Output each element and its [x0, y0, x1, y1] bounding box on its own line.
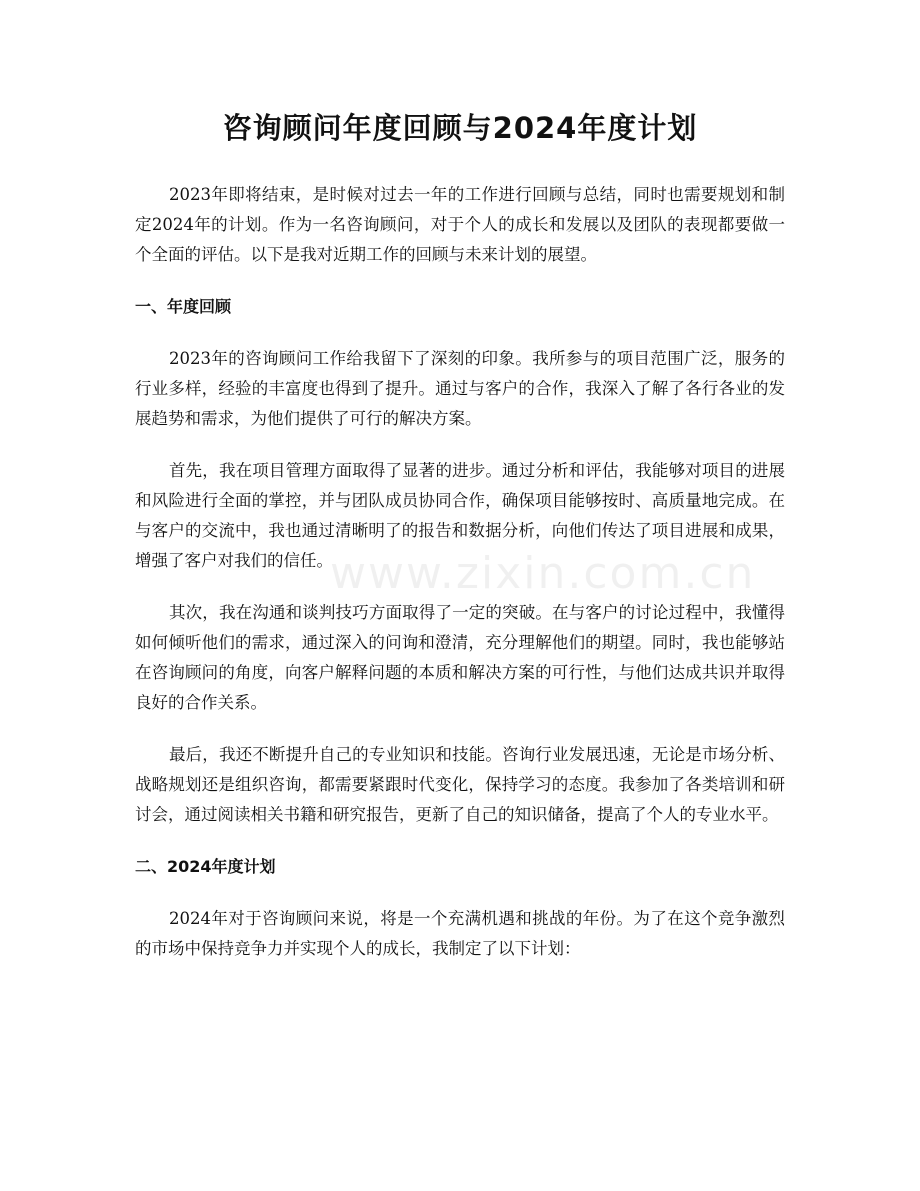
review-paragraph-2: 首先，我在项目管理方面取得了显著的进步。通过分析和评估，我能够对项目的进展和风险进行全面的掌控，并与团队成员协同合作，确保项目能够按时、高质量地完成。在与客户的交流中，我也通过清晰明了的报告和数据分析，向他们传达了项目进展和成果，增强了客户对我们的信任。: [135, 461, 785, 570]
plan-paragraph-1: 2024年对于咨询顾问来说，将是一个充满机遇和挑战的年份。为了在这个竞争激烈的市场中保持竞争力并实现个人的成长，我制定了以下计划：: [135, 909, 785, 958]
review-paragraph-1: 2023年的咨询顾问工作给我留下了深刻的印象。我所参与的项目范围广泛，服务的行业多样，经验的丰富度也得到了提升。通过与客户的合作，我深入了解了各行各业的发展趋势和需求，为他们提供了可行的解决方案。: [135, 349, 785, 428]
review-paragraph-3: 其次，我在沟通和谈判技巧方面取得了一定的突破。在与客户的讨论过程中，我懂得如何倾听他们的需求，通过深入的问询和澄清，充分理解他们的期望。同时，我也能够站在咨询顾问的角度，向客户解释问题的本质和解决方案的可行性，与他们达成共识并取得良好的合作关系。: [135, 603, 785, 712]
watermark: www.zixin.com.cn: [330, 548, 756, 599]
section-heading-plan: 二、2024年度计划: [135, 857, 276, 876]
document-title: 咨询顾问年度回顾与2024年度计划: [222, 111, 698, 145]
document-body: [135, 180, 785, 986]
section-heading-review: 一、年度回顾: [135, 297, 232, 316]
intro-paragraph: 2023年即将结束，是时候对过去一年的工作进行回顾与总结，同时也需要规划和制定2024年的计划。作为一名咨询顾问，对于个人的成长和发展以及团队的表现都要做一个全面的评估。以下是我对近期工作的回顾与未来计划的展望。: [135, 185, 785, 264]
review-paragraph-4: 最后，我还不断提升自己的专业知识和技能。咨询行业发展迅速，无论是市场分析、战略规划还是组织咨询，都需要紧跟时代变化，保持学习的态度。我参加了各类培训和研讨会，通过阅读相关书籍和研究报告，更新了自己的知识储备，提高了个人的专业水平。: [135, 745, 785, 824]
